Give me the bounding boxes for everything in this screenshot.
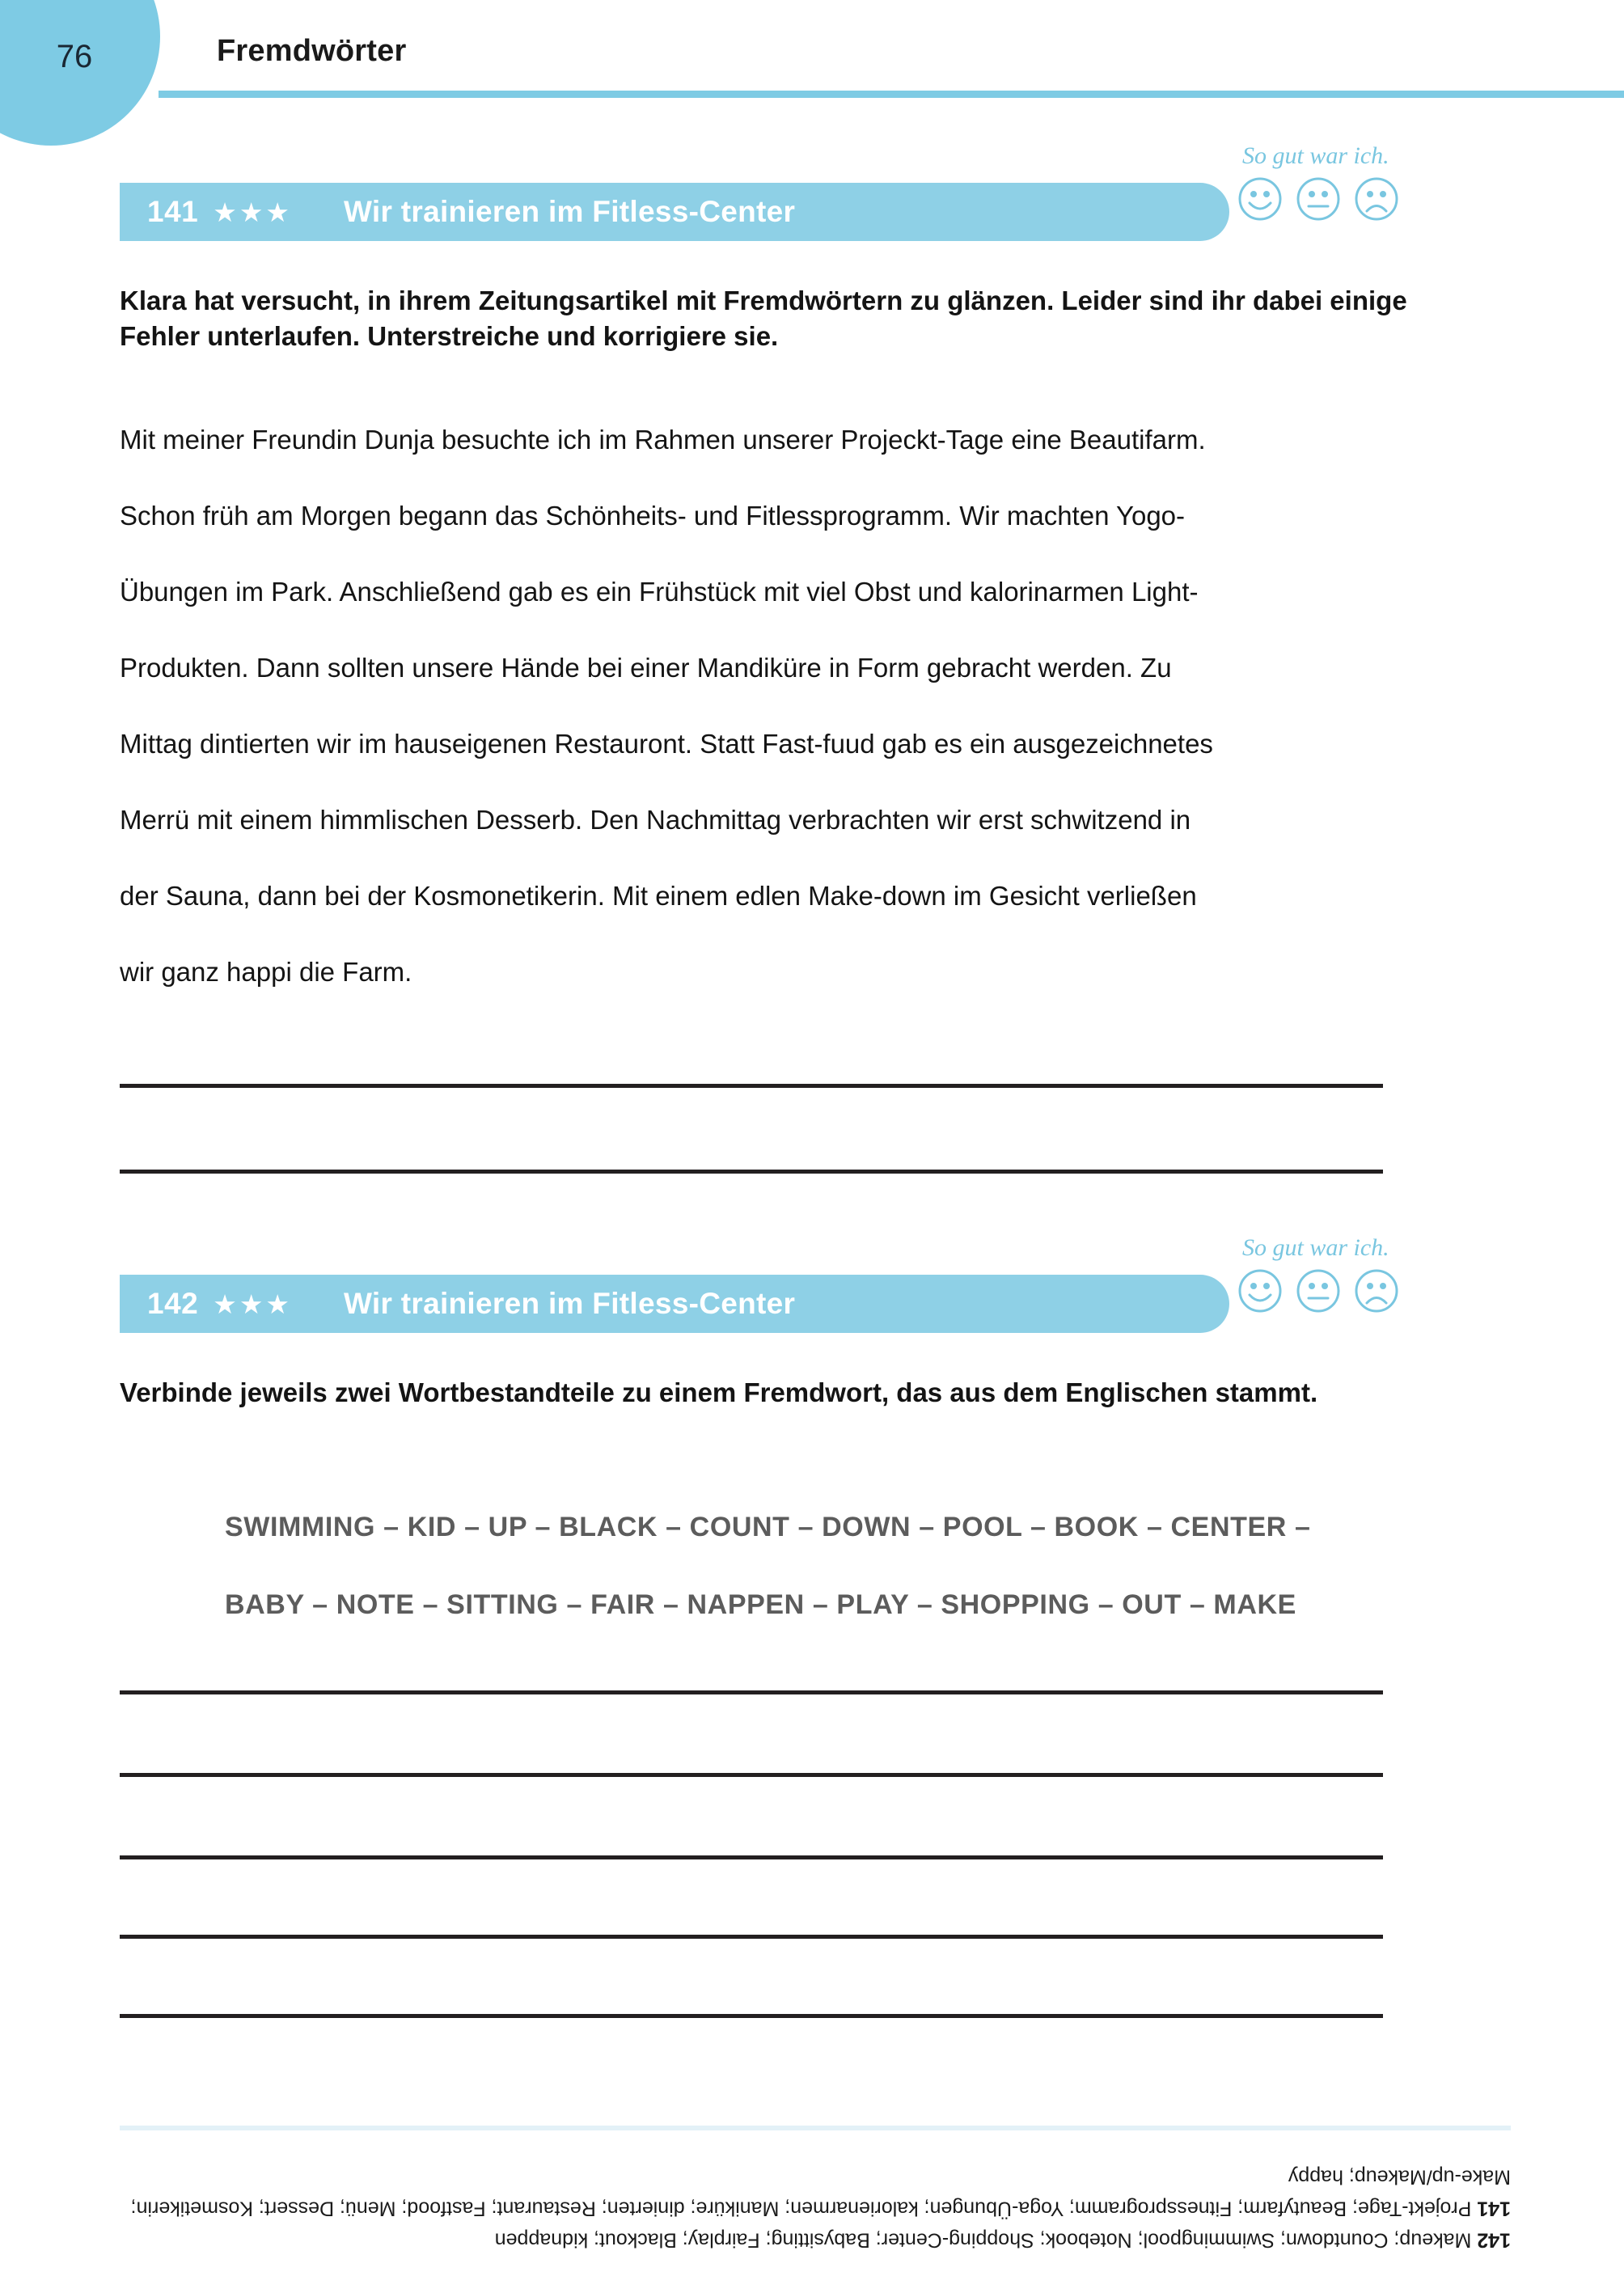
sad-face-icon[interactable] [1354, 176, 1399, 222]
answer-line[interactable] [120, 1773, 1383, 1777]
story-line: wir ganz happi die Farm. [120, 957, 412, 987]
story-text-141 [120, 402, 1543, 1010]
answer-line[interactable] [120, 2014, 1383, 2018]
neutral-face-icon[interactable] [1296, 176, 1341, 222]
solution-number: 141 [1477, 2197, 1511, 2220]
answer-line[interactable] [120, 1084, 1383, 1088]
story-line: Mittag dintierten wir im hauseigenen Restauront. Statt Fast-fuud gab es ein ausgezeichnetes [120, 729, 1213, 759]
word-parts-line: SWIMMING – KID – UP – BLACK – COUNT – DOWN – POOL – BOOK – CENTER – [225, 1512, 1311, 1542]
self-rating-142 [1237, 1236, 1432, 1314]
solution-entry [120, 2161, 1511, 2224]
word-parts-list [225, 1488, 1519, 1644]
rating-label: So gut war ich. [1242, 142, 1389, 169]
answer-line[interactable] [120, 1935, 1383, 1939]
story-line: der Sauna, dann bei der Kosmonetikerin. Mit einem edlen Make-down im Gesicht verließen [120, 881, 1197, 911]
happy-face-icon[interactable] [1237, 176, 1283, 222]
solution-text: Makeup; Countdown; Swimmingpool; Notebook; Shopping-Center; Babysitting; Fairplay; Blackout; kidnappen [494, 2228, 1472, 2252]
sad-face-icon[interactable] [1354, 1268, 1399, 1314]
solution-entry [120, 2224, 1511, 2256]
exercise-instruction-142: Verbinde jeweils zwei Wortbestandteile zu einem Fremdwort, das aus dem Englischen stammt. [120, 1377, 1318, 1407]
exercise-title: Wir trainieren im Fitless-Center [344, 1287, 796, 1320]
exercise-title: Wir trainieren im Fitless-Center [344, 195, 796, 228]
rating-faces [1237, 176, 1432, 222]
self-rating-141 [1237, 144, 1432, 222]
story-line: Produkten. Dann sollten unsere Hände bei einer Mandiküre in Form gebracht werden. Zu [120, 653, 1172, 683]
word-parts-line: BABY – NOTE – SITTING – FAIR – NAPPEN – PLAY – SHOPPING – OUT – MAKE [225, 1589, 1296, 1620]
answer-line[interactable] [120, 1170, 1383, 1174]
solution-text: Projekt-Tage; Beautyfarm; Fitnessprogramm; Yoga-Übungen; kalorienarmen; Maniküre; dinierten; Restaurant; Fastfood; Menü; Dessert; Kosmetikerin; Make-up/Makeup; happy [130, 2165, 1511, 2220]
answer-line[interactable] [120, 1855, 1383, 1859]
exercise-header-142 [120, 1275, 1229, 1333]
exercise-number: 141 [147, 195, 199, 228]
difficulty-stars: ★★★ [213, 1288, 292, 1319]
happy-face-icon[interactable] [1237, 1268, 1283, 1314]
exercise-instruction-141: Klara hat versucht, in ihrem Zeitungsartikel mit Fremdwörtern zu glänzen. Leider sind ihr dabei einige Fehler unterlaufen. Unterstreiche und korrigiere sie. [120, 286, 1407, 351]
solution-number: 142 [1477, 2228, 1511, 2252]
story-line: Übungen im Park. Anschließend gab es ein Frühstück mit viel Obst und kalorinarmen Light- [120, 577, 1199, 607]
story-line: Schon früh am Morgen begann das Schönheits- und Fitlessprogramm. Wir machten Yogo- [120, 501, 1186, 531]
rating-faces [1237, 1268, 1432, 1314]
header-divider [159, 91, 1624, 98]
page-title: Fremdwörter [217, 34, 407, 68]
neutral-face-icon[interactable] [1296, 1268, 1341, 1314]
story-line: Mit meiner Freundin Dunja besuchte ich im Rahmen unserer Projeckt-Tage eine Beautifarm. [120, 425, 1206, 455]
answer-line[interactable] [120, 1690, 1383, 1694]
solutions-key [120, 2161, 1511, 2255]
story-line: Merrü mit einem himmlischen Desserb. Den Nachmittag verbrachten wir erst schwitzend in [120, 805, 1191, 835]
difficulty-stars: ★★★ [213, 197, 292, 227]
footer-divider [120, 2126, 1511, 2130]
exercise-number: 142 [147, 1287, 199, 1320]
rating-label: So gut war ich. [1242, 1234, 1389, 1261]
exercise-header-141 [120, 183, 1229, 241]
page-number: 76 [56, 39, 93, 74]
